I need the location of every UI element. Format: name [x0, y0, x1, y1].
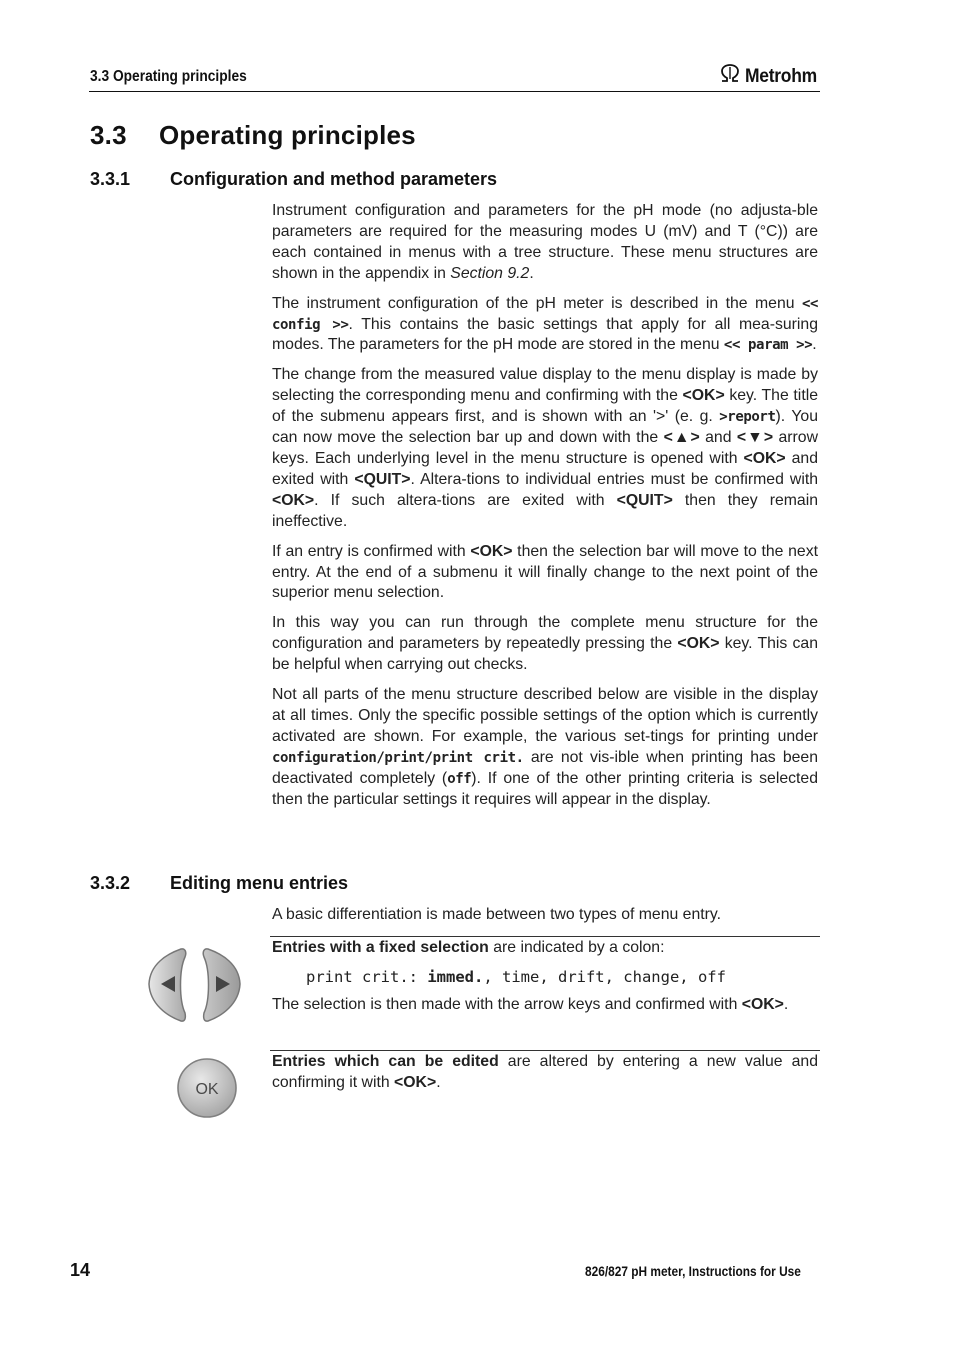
paragraph: If an entry is confirmed with <OK> then the selection bar will move to the next entry. At the end of a submenu it will finally change to the next point of the superior menu selection.	[272, 542, 818, 602]
left-arrow-key-icon	[145, 946, 187, 1029]
key-quit: <QUIT>	[616, 491, 673, 509]
entry-divider	[270, 1050, 820, 1051]
key-ok: <OK>	[682, 387, 725, 405]
example-menu-entry: print crit.: immed., time, drift, change, off	[306, 967, 726, 986]
key-up: <▲>	[663, 429, 700, 447]
menu-path: configuration/print/print crit.	[272, 749, 524, 766]
key-quit: <QUIT>	[354, 470, 411, 488]
key-ok: <OK>	[394, 1073, 437, 1091]
subsection-number: 3.3.2	[90, 873, 131, 893]
paragraph: In this way you can run through the complete menu structure for the configuration and parameters by repeatedly pressing the <OK> key. This can be helpful when carrying out checks.	[272, 614, 818, 674]
submenu-report: >report	[719, 409, 776, 426]
paragraph: Not all parts of the menu structure described below are visible in the display at all times. Only the specific possible settings of the option which is currently activated are shown. For example, the various set-tings for printing under configuration/print/print crit. are not vis-ible when printing has been deactivated completely (off). If one of the other printing criteria is selected then the particular settings it requires will appear in the display.	[272, 686, 818, 808]
key-down: <▼>	[736, 429, 774, 447]
omega-logo-icon	[719, 64, 741, 89]
running-header: 3.3 Operating principles	[90, 68, 247, 85]
value-off: off	[447, 770, 472, 787]
section-number: 3.3	[90, 120, 127, 150]
key-ok: <OK>	[272, 491, 315, 509]
paragraph: The change from the measured value display to the menu display is made by selecting the corresponding menu and confirming with the <OK> key. The title of the submenu appears first, and is shown with an '>' (e. g. >report). You can now move the selection bar up and down with the <▲> and <▼> arrow keys. Each underlying level in the menu structure is opened with <OK> and exited with <QUIT>. Altera-tions to individual entries must be confirmed with <OK>. If such altera-tions are exited with <QUIT> then they remain ineffective.	[272, 366, 819, 530]
key-ok: <OK>	[677, 635, 720, 653]
menu-name-config: << config >>	[272, 295, 818, 333]
page-number: 14	[70, 1260, 91, 1280]
brand-logo	[719, 64, 823, 89]
section-reference-link: Section 9.2	[450, 264, 530, 282]
ok-key-icon	[176, 1057, 238, 1124]
selected-option: immed.	[427, 967, 484, 986]
subsection-heading-config	[90, 169, 497, 190]
subsection-number: 3.3.1	[90, 169, 131, 189]
subsection-heading-editing	[90, 873, 348, 894]
key-ok: <OK>	[470, 542, 513, 560]
section-title-text: Operating principles	[159, 120, 416, 150]
fixed-selection-block: Entries with a fixed selection are indicated by a colon: print crit.: immed., time, drift, change, off The selection is then made with the arrow keys and confirmed with <OK>.	[272, 938, 818, 1025]
paragraph: Instrument configuration and parameters for the pH mode (no adjusta-ble parameters are required for the measuring modes U (mV) and T (°C)) are each contained in menus with a tree structure. These menu structures are shown in the appendix in Section 9.2.	[272, 202, 818, 282]
entry-divider	[270, 936, 820, 937]
intro-paragraph: A basic differentiation is made between two types of menu entry.	[272, 906, 721, 923]
term-fixed-selection: Entries with a fixed selection	[272, 939, 489, 956]
key-ok: <OK>	[743, 449, 786, 467]
paragraph: The instrument configuration of the pH meter is described in the menu << config >>. This contains the basic settings that apply for all mea-suring modes. The parameters for the pH mode are stored in the menu << param >>.	[272, 294, 818, 354]
editable-block: Entries which can be edited are altered by entering a new value and confirming it with <OK>.	[272, 1053, 818, 1091]
document-title: 826/827 pH meter, Instructions for Use	[585, 1264, 801, 1279]
right-arrow-key-icon	[202, 946, 244, 1029]
subsection-title: Configuration and method parameters	[170, 169, 498, 189]
brand-name: Metrohm	[745, 65, 817, 87]
menu-name-param: << param >>	[723, 337, 813, 354]
section-title	[90, 120, 416, 151]
section-body-config	[272, 201, 818, 819]
subsection-title: Editing menu entries	[170, 873, 349, 893]
term-editable: Entries which can be edited	[272, 1053, 499, 1070]
header-divider	[89, 91, 820, 92]
key-ok: <OK>	[741, 995, 784, 1013]
ok-key-label: OK	[195, 1081, 219, 1098]
